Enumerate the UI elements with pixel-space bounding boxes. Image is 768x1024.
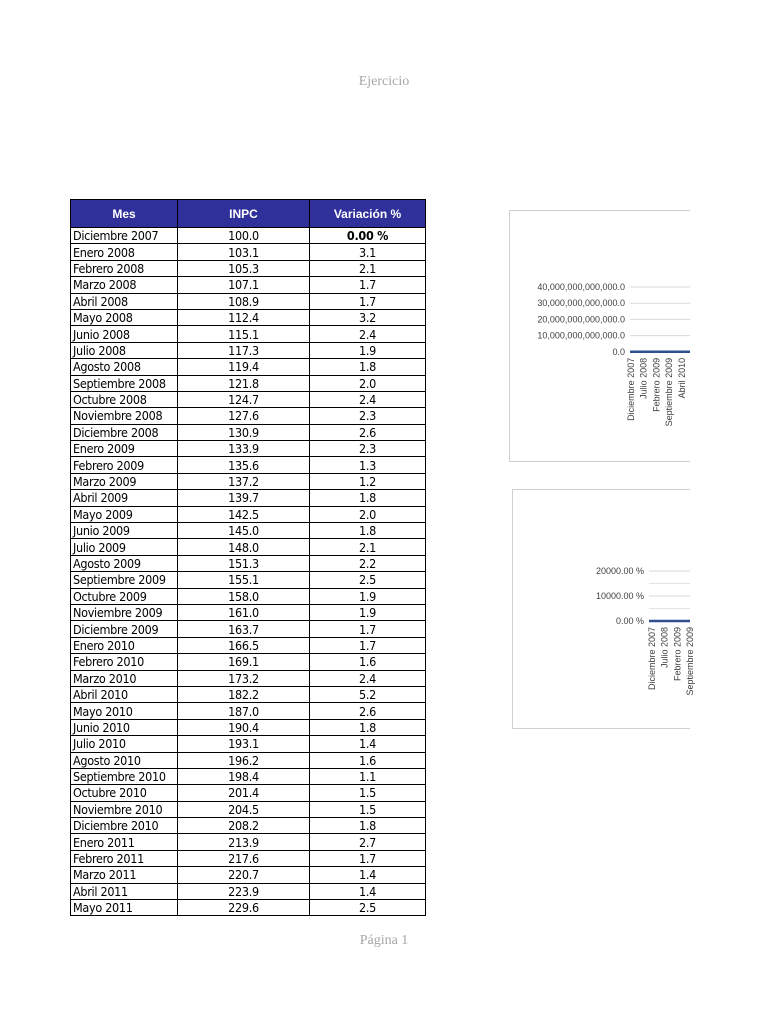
table-row (71, 719, 426, 735)
cell-variacion: 1.1 (310, 768, 426, 784)
table-row (71, 768, 426, 784)
cell-variacion: 2.6 (310, 424, 426, 440)
table-row (71, 506, 426, 522)
table-row (71, 785, 426, 801)
table-row (71, 572, 426, 588)
cell-inpc: 158.0 (178, 588, 310, 604)
cell-variacion: 1.8 (310, 523, 426, 539)
cell-inpc: 198.4 (178, 768, 310, 784)
cell-inpc: 151.3 (178, 555, 310, 571)
cell-mes: Diciembre 2008 (71, 424, 178, 440)
table-row (71, 441, 426, 457)
cell-inpc: 148.0 (178, 539, 310, 555)
cell-inpc: 145.0 (178, 523, 310, 539)
cell-variacion: 2.1 (310, 260, 426, 276)
y-tick-label: 10000.00 % (595, 591, 644, 601)
cell-mes: Enero 2009 (71, 441, 178, 457)
table-row (71, 801, 426, 817)
x-tick-label: Septiembre 2009 (685, 627, 696, 696)
table-row (71, 818, 426, 834)
table-row (71, 391, 426, 407)
cell-mes: Septiembre 2010 (71, 768, 178, 784)
cell-mes: Junio 2008 (71, 326, 178, 342)
cell-mes: Agosto 2008 (71, 359, 178, 375)
cell-variacion: 1.7 (310, 293, 426, 309)
cell-mes: Abril 2009 (71, 490, 178, 506)
cell-mes: Mayo 2008 (71, 309, 178, 325)
cell-mes: Mayo 2009 (71, 506, 178, 522)
x-tick-label: Febrero 2009 (672, 627, 683, 682)
table-row (71, 228, 426, 244)
cell-inpc: 169.1 (178, 654, 310, 670)
cell-mes: Agosto 2009 (71, 555, 178, 571)
cell-inpc: 105.3 (178, 260, 310, 276)
cell-mes: Julio 2009 (71, 539, 178, 555)
cell-mes: Abril 2011 (71, 883, 178, 899)
table-row (71, 834, 426, 850)
x-tick-label: Abril 2010 (676, 357, 687, 399)
cell-mes: Octubre 2009 (71, 588, 178, 604)
cell-mes: Octubre 2010 (71, 785, 178, 801)
cell-mes: Marzo 2011 (71, 867, 178, 883)
cell-inpc: 201.4 (178, 785, 310, 801)
cell-variacion: 1.6 (310, 654, 426, 670)
cell-variacion: 5.2 (310, 686, 426, 702)
table-row (71, 473, 426, 489)
x-tick-label: Diciembre 2007 (626, 357, 636, 421)
table-row (71, 342, 426, 358)
cell-inpc: 108.9 (178, 293, 310, 309)
cell-mes: Enero 2011 (71, 834, 178, 850)
cell-variacion: 1.4 (310, 883, 426, 899)
y-tick-label: 20,000,000,000,000.0 (537, 314, 625, 325)
column-header-inpc: INPC (178, 200, 310, 228)
y-tick-label: 20000.00 % (595, 566, 644, 576)
cell-inpc: 139.7 (178, 490, 310, 506)
table-row (71, 670, 426, 686)
y-tick-label: 30,000,000,000,000.0 (537, 298, 625, 309)
cell-mes: Noviembre 2010 (71, 801, 178, 817)
cell-inpc: 204.5 (178, 801, 310, 817)
table-row (71, 555, 426, 571)
cell-inpc: 161.0 (178, 604, 310, 620)
x-tick-label: Septiembre 2009 (664, 357, 675, 427)
cell-inpc: 124.7 (178, 391, 310, 407)
table-row (71, 309, 426, 325)
cell-mes: Julio 2008 (71, 342, 178, 358)
table-row (71, 621, 426, 637)
cell-variacion: 2.5 (310, 572, 426, 588)
cell-variacion: 1.4 (310, 867, 426, 883)
cell-mes: Septiembre 2008 (71, 375, 178, 391)
cell-inpc: 229.6 (178, 900, 310, 916)
cell-variacion: 1.7 (310, 850, 426, 866)
cell-mes: Junio 2009 (71, 523, 178, 539)
cell-variacion: 1.3 (310, 457, 426, 473)
cell-inpc: 115.1 (178, 326, 310, 342)
cell-mes: Abril 2010 (71, 686, 178, 702)
cell-inpc: 217.6 (178, 850, 310, 866)
table-row (71, 539, 426, 555)
table-row (71, 408, 426, 424)
cell-variacion: 1.7 (310, 621, 426, 637)
cell-inpc: 173.2 (178, 670, 310, 686)
table-body (71, 228, 426, 916)
cell-variacion: 2.4 (310, 391, 426, 407)
cell-inpc: 208.2 (178, 818, 310, 834)
cell-mes: Febrero 2010 (71, 654, 178, 670)
y-tick-label: 10,000,000,000,000.0 (537, 330, 625, 341)
cell-variacion: 1.4 (310, 736, 426, 752)
cell-variacion: 1.8 (310, 490, 426, 506)
cell-inpc: 121.8 (178, 375, 310, 391)
cell-variacion: 1.9 (310, 604, 426, 620)
cell-mes: Marzo 2010 (71, 670, 178, 686)
cell-variacion: 2.3 (310, 441, 426, 457)
cell-mes: Diciembre 2010 (71, 818, 178, 834)
cell-inpc: 155.1 (178, 572, 310, 588)
x-tick-label: Julio 2008 (659, 627, 670, 669)
table-row (71, 900, 426, 916)
cell-mes: Agosto 2010 (71, 752, 178, 768)
cell-mes: Diciembre 2009 (71, 621, 178, 637)
inpc-table (70, 199, 426, 916)
y-tick-label: 0.0 (612, 346, 625, 357)
cell-variacion: 1.7 (310, 277, 426, 293)
y-tick-label: 40,000,000,000,000.0 (537, 282, 625, 292)
cell-mes: Febrero 2008 (71, 260, 178, 276)
cell-inpc: 220.7 (178, 867, 310, 883)
inpc-chart-svg (510, 211, 690, 461)
cell-inpc: 182.2 (178, 686, 310, 702)
cell-variacion: 0.00 % (310, 228, 426, 244)
table-row (71, 686, 426, 702)
cell-variacion: 1.6 (310, 752, 426, 768)
cell-variacion: 2.0 (310, 375, 426, 391)
x-tick-label: Julio 2008 (638, 357, 649, 399)
cell-mes: Diciembre 2007 (71, 228, 178, 244)
cell-variacion: 1.8 (310, 719, 426, 735)
table-row (71, 326, 426, 342)
table-row (71, 260, 426, 276)
table-row (71, 703, 426, 719)
cell-inpc: 190.4 (178, 719, 310, 735)
cell-inpc: 119.4 (178, 359, 310, 375)
cell-variacion: 2.6 (310, 703, 426, 719)
table-row (71, 736, 426, 752)
cell-inpc: 117.3 (178, 342, 310, 358)
cell-mes: Marzo 2009 (71, 473, 178, 489)
x-tick-label: Diciembre 2007 (647, 627, 657, 691)
cell-inpc: 163.7 (178, 621, 310, 637)
cell-mes: Marzo 2008 (71, 277, 178, 293)
cell-variacion: 2.4 (310, 326, 426, 342)
table-row (71, 883, 426, 899)
inpc-chart[interactable] (509, 210, 690, 462)
table-row (71, 490, 426, 506)
column-header-mes: Mes (71, 200, 178, 228)
cell-variacion: 2.5 (310, 900, 426, 916)
cell-inpc: 100.0 (178, 228, 310, 244)
table-row (71, 523, 426, 539)
x-tick-label: Febrero 2009 (651, 357, 662, 412)
cell-mes: Noviembre 2009 (71, 604, 178, 620)
cell-variacion: 2.1 (310, 539, 426, 555)
cell-inpc: 187.0 (178, 703, 310, 719)
cell-inpc: 142.5 (178, 506, 310, 522)
cell-variacion: 1.8 (310, 818, 426, 834)
cell-variacion: 2.4 (310, 670, 426, 686)
cell-inpc: 166.5 (178, 637, 310, 653)
cell-variacion: 2.7 (310, 834, 426, 850)
cell-inpc: 223.9 (178, 883, 310, 899)
cell-inpc: 127.6 (178, 408, 310, 424)
table-row (71, 244, 426, 260)
cell-inpc: 112.4 (178, 309, 310, 325)
cell-mes: Mayo 2010 (71, 703, 178, 719)
cell-variacion: 1.9 (310, 342, 426, 358)
variacion-chart-svg (513, 490, 696, 728)
cell-variacion: 1.5 (310, 785, 426, 801)
cell-mes: Mayo 2011 (71, 900, 178, 916)
column-header-variacion: Variación % (310, 200, 426, 228)
cell-mes: Abril 2008 (71, 293, 178, 309)
cell-inpc: 135.6 (178, 457, 310, 473)
cell-variacion: 2.3 (310, 408, 426, 424)
cell-inpc: 196.2 (178, 752, 310, 768)
table-row (71, 293, 426, 309)
table-header-row (71, 200, 426, 228)
table-row (71, 375, 426, 391)
cell-inpc: 107.1 (178, 277, 310, 293)
cell-mes: Septiembre 2009 (71, 572, 178, 588)
variacion-chart[interactable] (512, 489, 696, 729)
cell-inpc: 133.9 (178, 441, 310, 457)
table-row (71, 604, 426, 620)
cell-mes: Febrero 2009 (71, 457, 178, 473)
cell-inpc: 193.1 (178, 736, 310, 752)
cell-mes: Octubre 2008 (71, 391, 178, 407)
cell-mes: Enero 2008 (71, 244, 178, 260)
cell-variacion: 2.2 (310, 555, 426, 571)
cell-variacion: 1.9 (310, 588, 426, 604)
cell-mes: Enero 2010 (71, 637, 178, 653)
cell-mes: Junio 2010 (71, 719, 178, 735)
cell-inpc: 213.9 (178, 834, 310, 850)
table-row (71, 850, 426, 866)
y-tick-label: 0.00 % (615, 616, 644, 626)
cell-inpc: 137.2 (178, 473, 310, 489)
cell-variacion: 3.2 (310, 309, 426, 325)
cell-inpc: 103.1 (178, 244, 310, 260)
cell-mes: Julio 2010 (71, 736, 178, 752)
table-row (71, 277, 426, 293)
table-row (71, 359, 426, 375)
cell-variacion: 1.5 (310, 801, 426, 817)
table-row (71, 424, 426, 440)
cell-variacion: 1.8 (310, 359, 426, 375)
cell-variacion: 2.0 (310, 506, 426, 522)
table-row (71, 588, 426, 604)
cell-variacion: 1.7 (310, 637, 426, 653)
cell-variacion: 3.1 (310, 244, 426, 260)
page-footer: Página 1 (359, 933, 409, 948)
table-row (71, 752, 426, 768)
cell-variacion: 1.2 (310, 473, 426, 489)
table-row (71, 637, 426, 653)
cell-mes: Noviembre 2008 (71, 408, 178, 424)
cell-inpc: 130.9 (178, 424, 310, 440)
table-row (71, 867, 426, 883)
page-header: Ejercicio (358, 74, 410, 89)
table-row (71, 457, 426, 473)
table-row (71, 654, 426, 670)
cell-mes: Febrero 2011 (71, 850, 178, 866)
